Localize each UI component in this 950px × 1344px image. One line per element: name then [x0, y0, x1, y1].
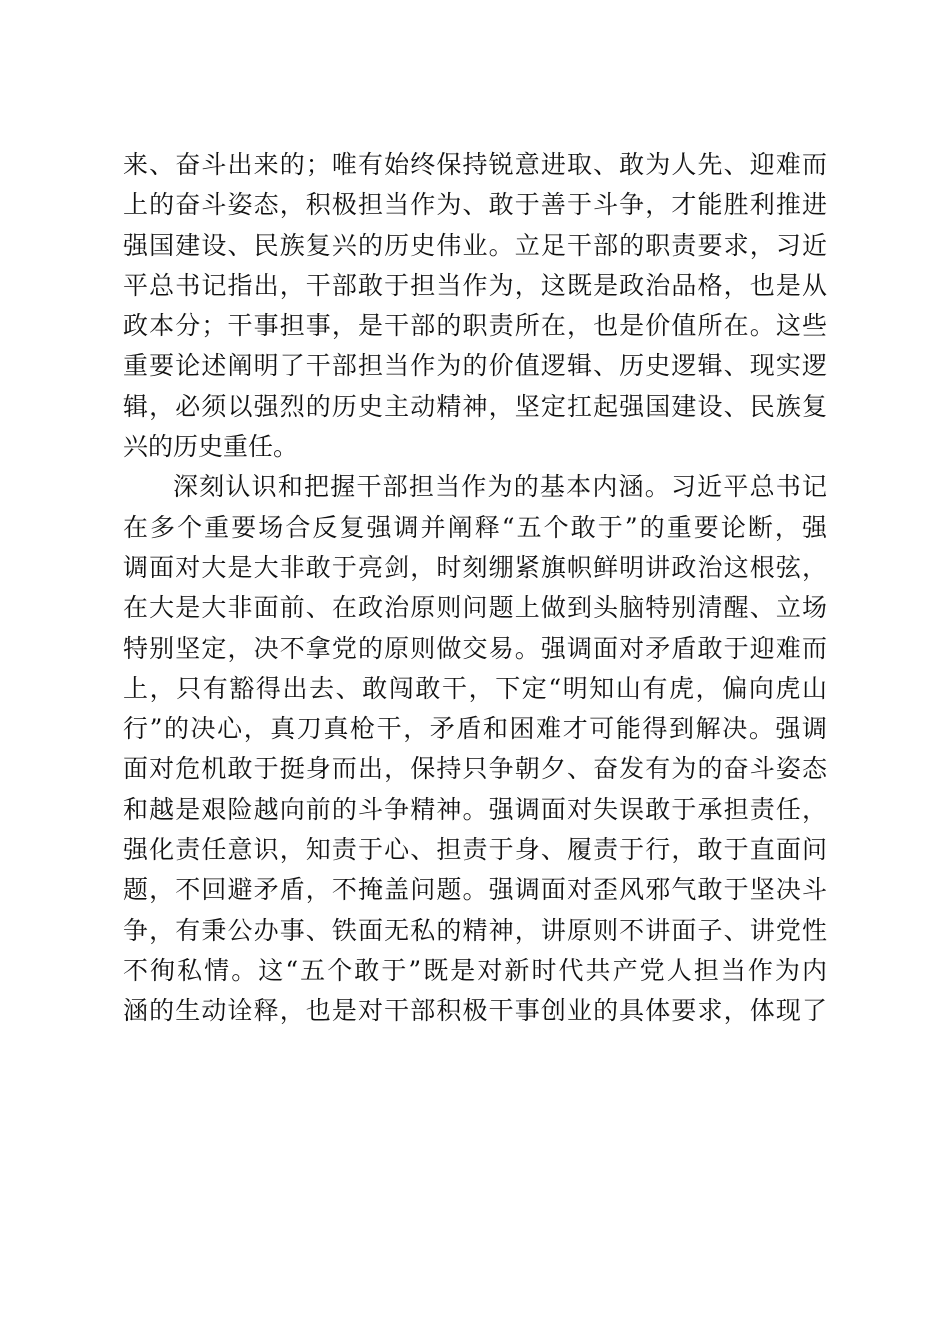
text-line: 不徇私情。这“五个敢于”既是对新时代共产党人担当作为内	[123, 955, 827, 985]
text-line: 行”的决心，真刀真枪干，矛盾和困难才可能得到解决。强调	[123, 714, 827, 744]
text-line: 在多个重要场合反复强调并阐释“五个敢于”的重要论断，强	[123, 512, 827, 542]
text-line: 强化责任意识，知责于心、担责于身、履责于行，敢于直面问	[123, 835, 827, 865]
text-line: 兴的历史重任。	[123, 432, 299, 462]
text-line: 来、奋斗出来的；唯有始终保持锐意进取、敢为人先、迎难而	[123, 150, 827, 179]
text-line: 上的奋斗姿态，积极担当作为、敢于善于斗争，才能胜利推进	[123, 190, 827, 220]
text-line: 争，有秉公办事、铁面无私的精神，讲原则不讲面子、讲党性	[123, 915, 827, 945]
text-line: 调面对大是大非敢于亮剑，时刻绷紧旗帜鲜明讲政治这根弦，	[123, 552, 827, 582]
text-line: 特别坚定，决不拿党的原则做交易。强调面对矛盾敢于迎难而	[123, 633, 827, 663]
text-line: 在大是大非面前、在政治原则问题上做到头脑特别清醒、立场	[123, 593, 827, 623]
text-line: 面对危机敢于挺身而出，保持只争朝夕、奋发有为的奋斗姿态	[123, 754, 827, 784]
text-line: 题，不回避矛盾，不掩盖问题。强调面对歪风邪气敢于坚决斗	[123, 875, 827, 905]
paragraph-first-line: 深刻认识和把握干部担当作为的基本内涵。习近平总书记	[173, 472, 827, 502]
text-line: 政本分；干事担事，是干部的职责所在，也是价值所在。这些	[123, 311, 827, 341]
text-line: 平总书记指出，干部敢于担当作为，这既是政治品格，也是从	[123, 270, 827, 300]
text-line: 和越是艰险越向前的斗争精神。强调面对失误敢于承担责任，	[123, 794, 827, 824]
body-text	[123, 145, 827, 1032]
text-line: 上，只有豁得出去、敢闯敢干，下定“明知山有虎，偏向虎山	[123, 673, 827, 703]
text-line: 重要论述阐明了干部担当作为的价值逻辑、历史逻辑、现实逻	[123, 351, 827, 381]
text-line: 涵的生动诠释，也是对干部积极干事创业的具体要求，体现了	[123, 996, 827, 1026]
text-line: 强国建设、民族复兴的历史伟业。立足干部的职责要求，习近	[123, 230, 827, 260]
text-line: 辑，必须以强烈的历史主动精神，坚定扛起强国建设、民族复	[123, 391, 827, 421]
